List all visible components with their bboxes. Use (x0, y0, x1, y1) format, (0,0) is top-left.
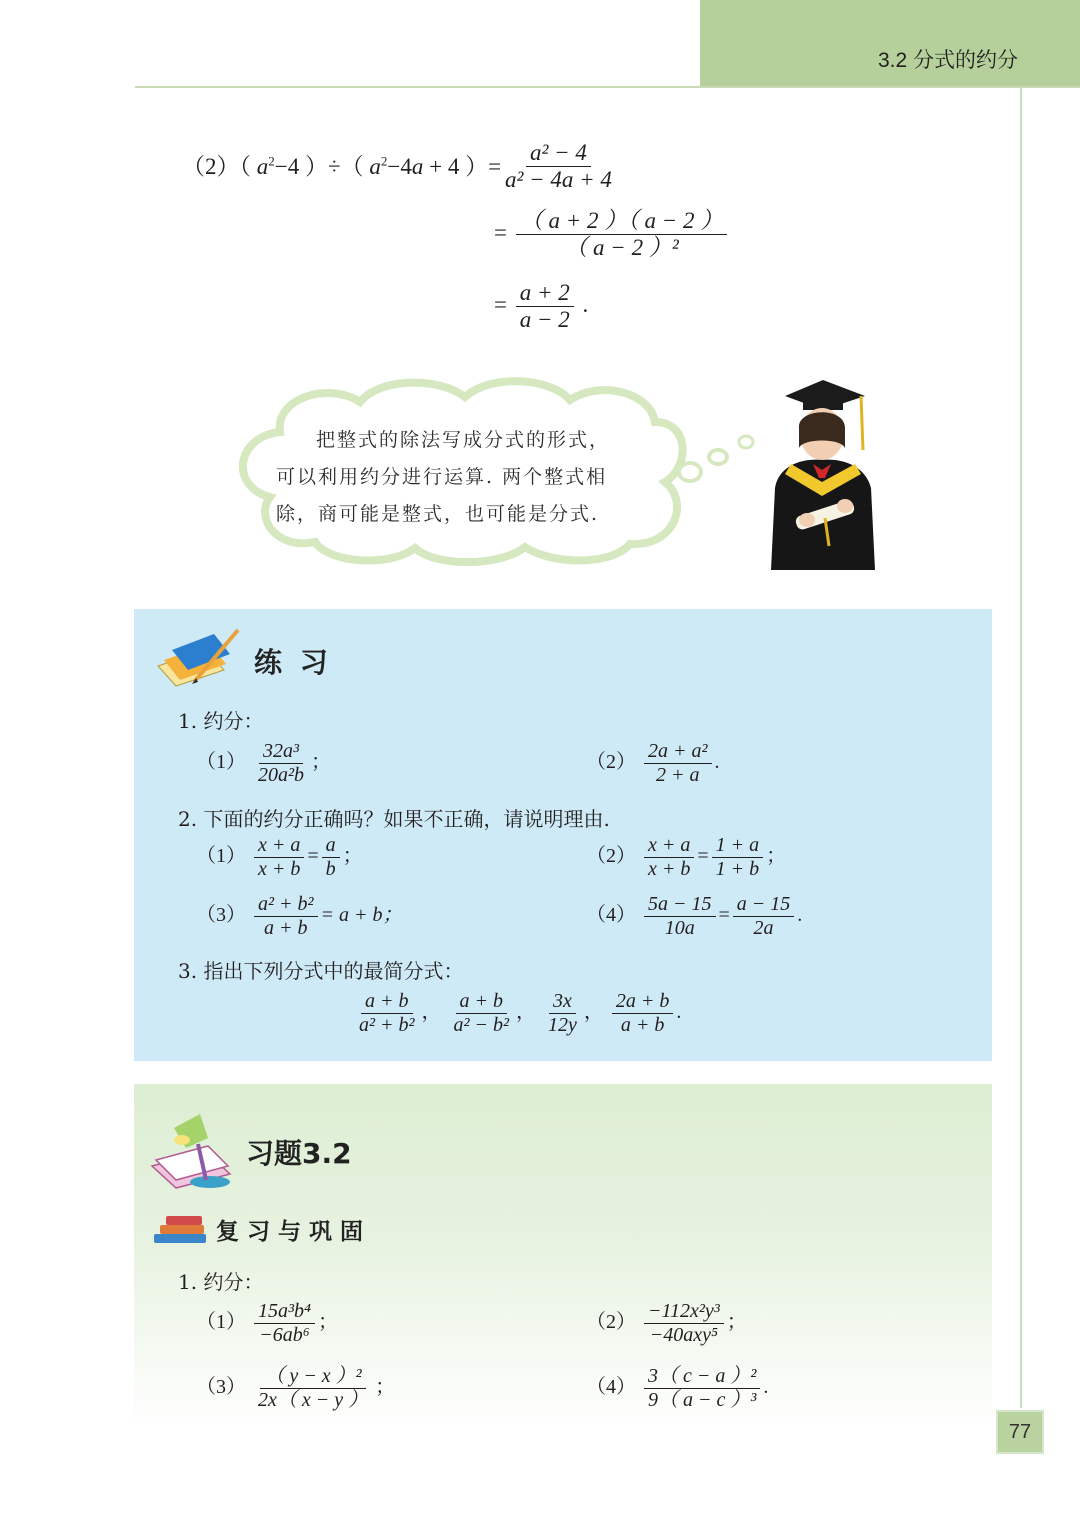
item-label: （2） (586, 845, 636, 868)
exercise-q1: 1. 约分： (178, 1270, 264, 1294)
op: + 4 ）= (423, 154, 502, 179)
punct: . (763, 1376, 769, 1399)
punct: ； (766, 845, 787, 868)
numerator: 2a + b (612, 990, 674, 1014)
op: −4 ）÷（ (274, 154, 370, 179)
numerator: a² + b² (254, 893, 318, 917)
numerator: 5a − 15 (644, 893, 716, 917)
numerator: （ y − x ）² (260, 1365, 365, 1389)
item-label: （4） (586, 1376, 636, 1399)
denominator: 20a²b (258, 764, 304, 786)
period: . (582, 292, 589, 318)
book-stack-icon (150, 1210, 210, 1246)
item-label: （3） (196, 904, 246, 927)
fraction (254, 740, 308, 787)
item-label: （3） (196, 1376, 246, 1399)
fraction (254, 893, 318, 940)
practice-q2-4: （4） $\frac{5a - 15}{10a}$ = $\frac{a - 15}{2a}$ . (586, 893, 803, 939)
denominator: a + b (264, 917, 308, 939)
example-label: （2） (182, 154, 240, 179)
denominator: 2a (753, 917, 774, 939)
punct: . (714, 751, 720, 774)
denominator: 2x（ x − y ） (258, 1389, 369, 1411)
numerator: 32a³ (259, 740, 303, 764)
numerator: 15a³b⁴ (254, 1300, 315, 1324)
fraction (254, 1300, 315, 1347)
var-a: a (369, 154, 381, 179)
denominator: a² − 4a + 4 (505, 167, 612, 193)
fraction (516, 208, 728, 262)
exercise-heading: 习题3.2 (246, 1137, 352, 1170)
fraction (644, 893, 716, 940)
punct: ； (317, 1311, 338, 1334)
punct: ， (516, 1001, 536, 1024)
denominator: x + b (258, 858, 301, 880)
cloud-line-3: 除，商可能是整式，也可能是分式. (276, 503, 600, 525)
denominator: 9（ a − c ）³ (648, 1389, 757, 1411)
exp: 2 (268, 153, 275, 169)
denominator: 1 + b (715, 858, 760, 880)
fraction (254, 1365, 372, 1412)
books-pencil-icon (154, 626, 244, 690)
numerator: a² − 4 (526, 140, 591, 167)
numerator: a + 2 (516, 280, 574, 307)
item-label: （2） (586, 751, 636, 774)
punct: ； (375, 1376, 396, 1399)
practice-q2-2: （2） $\frac{x + a}{x + b}$ = $\frac{1 + a}{1 + b}$ ； (586, 834, 787, 880)
fraction (612, 990, 674, 1037)
punct: ， (583, 1001, 604, 1024)
equals: = (494, 220, 507, 246)
example-step3 (494, 280, 588, 334)
item-label: （1） (196, 751, 246, 774)
denominator: x + b (648, 858, 691, 880)
exercise-subheading: 复 习 与 巩 固 (216, 1219, 364, 1245)
practice-q1-2 (586, 740, 720, 787)
practice-q1: 1. 约分： (178, 709, 264, 733)
numerator: x + a (254, 834, 304, 858)
fraction (644, 834, 694, 881)
practice-q2-1: （1） $\frac{x + a}{x + b}$ = $\frac{a}{b}$ ； (196, 834, 363, 880)
exercise-q1-3 (196, 1365, 395, 1412)
op: −4 (387, 154, 412, 179)
denominator: a + b (620, 1014, 665, 1036)
numerator: 1 + a (712, 834, 764, 858)
item-label: （2） (586, 1311, 636, 1334)
exercise-q1-1 (196, 1300, 338, 1347)
punct: ； (726, 1311, 747, 1334)
desk-lamp-book-icon (148, 1108, 236, 1192)
fraction (322, 834, 340, 881)
denominator: −6ab⁶ (259, 1324, 310, 1346)
rhs: = a + b； (320, 904, 403, 927)
denominator: 2 + a (656, 764, 700, 786)
fraction (644, 1365, 760, 1412)
numerator: 3x (549, 990, 576, 1014)
example-lhs (182, 148, 501, 181)
exercise-q1-4 (586, 1365, 768, 1412)
practice-q1-1 (196, 740, 331, 787)
numerator: a − 15 (733, 893, 795, 917)
numerator: a + b (361, 990, 413, 1014)
section-title: 3.2 分式的约分 (878, 49, 1019, 72)
fraction (450, 990, 514, 1037)
fraction (712, 834, 764, 881)
punct: ， (421, 1001, 442, 1024)
practice-q3-fractions (352, 990, 681, 1037)
header-rule (135, 86, 1080, 88)
fraction (355, 990, 419, 1037)
numerator: 2a + a² (644, 740, 712, 764)
numerator: （ a + 2 ）（ a − 2 ） (516, 208, 728, 235)
numerator: a + b (456, 990, 508, 1014)
var-a: a (256, 154, 269, 179)
item-label: （4） (586, 904, 636, 927)
practice-q2: 2. 下面的约分正确吗？如果不正确，请说明理由. (178, 807, 610, 831)
exercise-q1-2 (586, 1300, 747, 1347)
cloud-line-2: 可以利用约分进行运算. 两个整式相 (276, 466, 608, 488)
equals: = (494, 292, 507, 318)
paren: （ (239, 154, 257, 179)
margin-rule (1020, 88, 1022, 1408)
denominator: a² + b² (359, 1014, 415, 1036)
denominator: 10a (664, 917, 695, 939)
numerator: −112x²y³ (644, 1300, 724, 1324)
fraction (516, 280, 574, 334)
denominator: 12y (548, 1014, 577, 1036)
page-number: 77 (996, 1410, 1044, 1454)
fraction (733, 893, 795, 940)
punct: ； (342, 845, 363, 868)
fraction (254, 834, 304, 881)
exp: 2 (380, 153, 388, 169)
fraction (544, 990, 581, 1037)
fraction (644, 1300, 724, 1347)
graduate-girl-illustration (765, 378, 880, 570)
example-step2 (494, 208, 730, 262)
punct: . (797, 904, 803, 927)
punct: . (676, 1001, 682, 1024)
numerator: a (322, 834, 340, 858)
practice-q3: 3. 指出下列分式中的最简分式： (178, 959, 464, 983)
numerator: x + a (644, 834, 694, 858)
fraction (644, 740, 712, 787)
var-a: a (411, 154, 424, 179)
cloud-line-1: 把整式的除法写成分式的形式， (316, 429, 611, 451)
practice-heading: 练 习 (254, 646, 332, 679)
punct: ； (311, 751, 331, 774)
numerator: 3（ c − a ）² (644, 1365, 760, 1389)
fraction (501, 140, 616, 194)
example-step1 (498, 140, 619, 194)
denominator: −40axy⁵ (649, 1324, 718, 1346)
denominator: a² − b² (453, 1014, 509, 1036)
denominator: a − 2 (519, 307, 570, 333)
denominator: （ a − 2 ）² (564, 235, 679, 261)
denominator: b (325, 858, 336, 880)
item-label: （1） (196, 845, 246, 868)
item-label: （1） (196, 1311, 246, 1334)
practice-q2-3 (196, 893, 403, 940)
